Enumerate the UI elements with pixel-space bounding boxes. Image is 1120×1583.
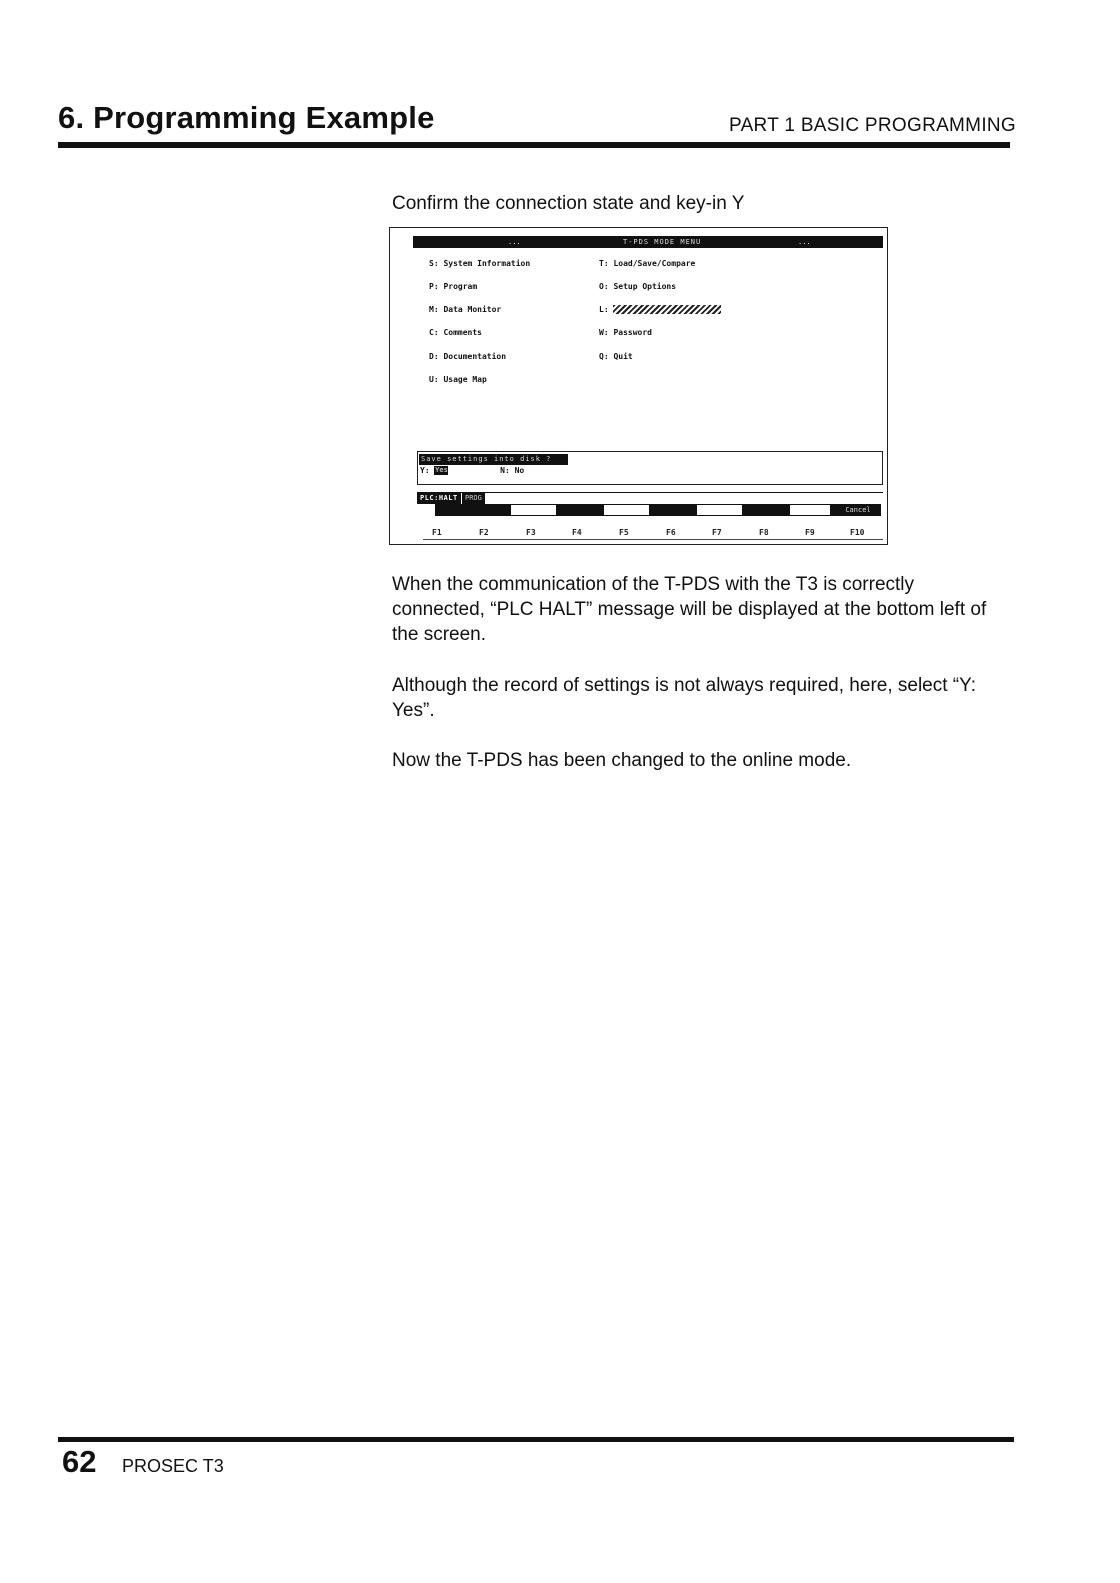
dialog-options <box>420 466 524 475</box>
menu-item-setup-options[interactable]: O: Setup Options <box>599 282 677 291</box>
plc-status: PLC:HALT <box>417 493 461 504</box>
fkey-slot-6[interactable] <box>697 505 742 515</box>
menu-item-load-save-compare[interactable]: T: Load/Save/Compare <box>599 259 696 268</box>
footer-rule <box>58 1437 1014 1442</box>
paragraph-plc-halt: When the communication of the T-PDS with the T3 is correctly connected, “PLC HALT” message will be displayed at the bottom left of the screen. <box>392 574 987 645</box>
cancel-button[interactable]: Cancel <box>837 505 879 515</box>
menu-item-usage-map[interactable]: U: Usage Map <box>429 375 487 384</box>
screen-caption: Confirm the connection state and key-in Y <box>392 193 745 214</box>
menu-item-online[interactable] <box>599 305 721 314</box>
menu-item-password[interactable]: W: Password <box>599 328 652 337</box>
screen-title: T-PDS MODE MENU <box>623 238 702 246</box>
paragraph-select-yes: Although the record of settings is not always required, here, select “Y: Yes”. <box>392 675 977 721</box>
title-dots-left: ... <box>508 238 521 246</box>
save-settings-dialog <box>417 451 883 485</box>
tpds-screenshot <box>389 227 888 545</box>
fkey-label-f5: F5 <box>619 528 629 537</box>
option-yes-key: Y: <box>420 466 430 475</box>
menu-item-system-information[interactable]: S: System Information <box>429 259 531 268</box>
option-no-button[interactable]: N: No <box>500 466 525 475</box>
menu-item-documentation[interactable]: D: Documentation <box>429 352 507 361</box>
document-name: PROSEC T3 <box>122 1456 224 1476</box>
menu-item-online-key: L: <box>599 305 609 314</box>
fkey-label-f3: F3 <box>526 528 536 537</box>
header-rule <box>58 142 1010 148</box>
fkey-label-f2: F2 <box>479 528 489 537</box>
option-yes-button[interactable]: Yes <box>435 466 448 474</box>
highlighted-selection-hatch <box>613 305 721 314</box>
menu-item-program[interactable]: P: Program <box>429 282 478 291</box>
fkey-underline <box>423 539 883 540</box>
fkey-label-f4: F4 <box>572 528 582 537</box>
mode-status: PROG <box>462 493 485 504</box>
title-dots-right: ... <box>798 238 811 246</box>
menu-item-comments[interactable]: C: Comments <box>429 328 482 337</box>
fkey-slot-4[interactable] <box>604 505 649 515</box>
menu-item-quit[interactable]: Q: Quit <box>599 352 633 361</box>
page-number: 62 <box>62 1444 97 1479</box>
fkey-label-f1: F1 <box>432 528 442 537</box>
fkey-label-f6: F6 <box>666 528 676 537</box>
page-title: 6. Programming Example <box>58 100 435 135</box>
fkey-label-f9: F9 <box>805 528 815 537</box>
screen-title-bar <box>413 236 883 248</box>
fkey-slot-2[interactable] <box>511 505 556 515</box>
dialog-title: Save settings into disk ? <box>419 454 568 465</box>
menu-item-data-monitor[interactable]: M: Data Monitor <box>429 305 502 314</box>
paragraph-online-mode: Now the T-PDS has been changed to the online mode. <box>392 750 852 771</box>
part-label: PART 1 BASIC PROGRAMMING <box>729 115 1016 136</box>
fkey-label-f8: F8 <box>759 528 769 537</box>
fkey-slot-8[interactable] <box>790 505 830 515</box>
fkey-label-f7: F7 <box>712 528 722 537</box>
status-divider <box>417 492 883 493</box>
fkey-label-f10: F10 <box>850 528 865 537</box>
